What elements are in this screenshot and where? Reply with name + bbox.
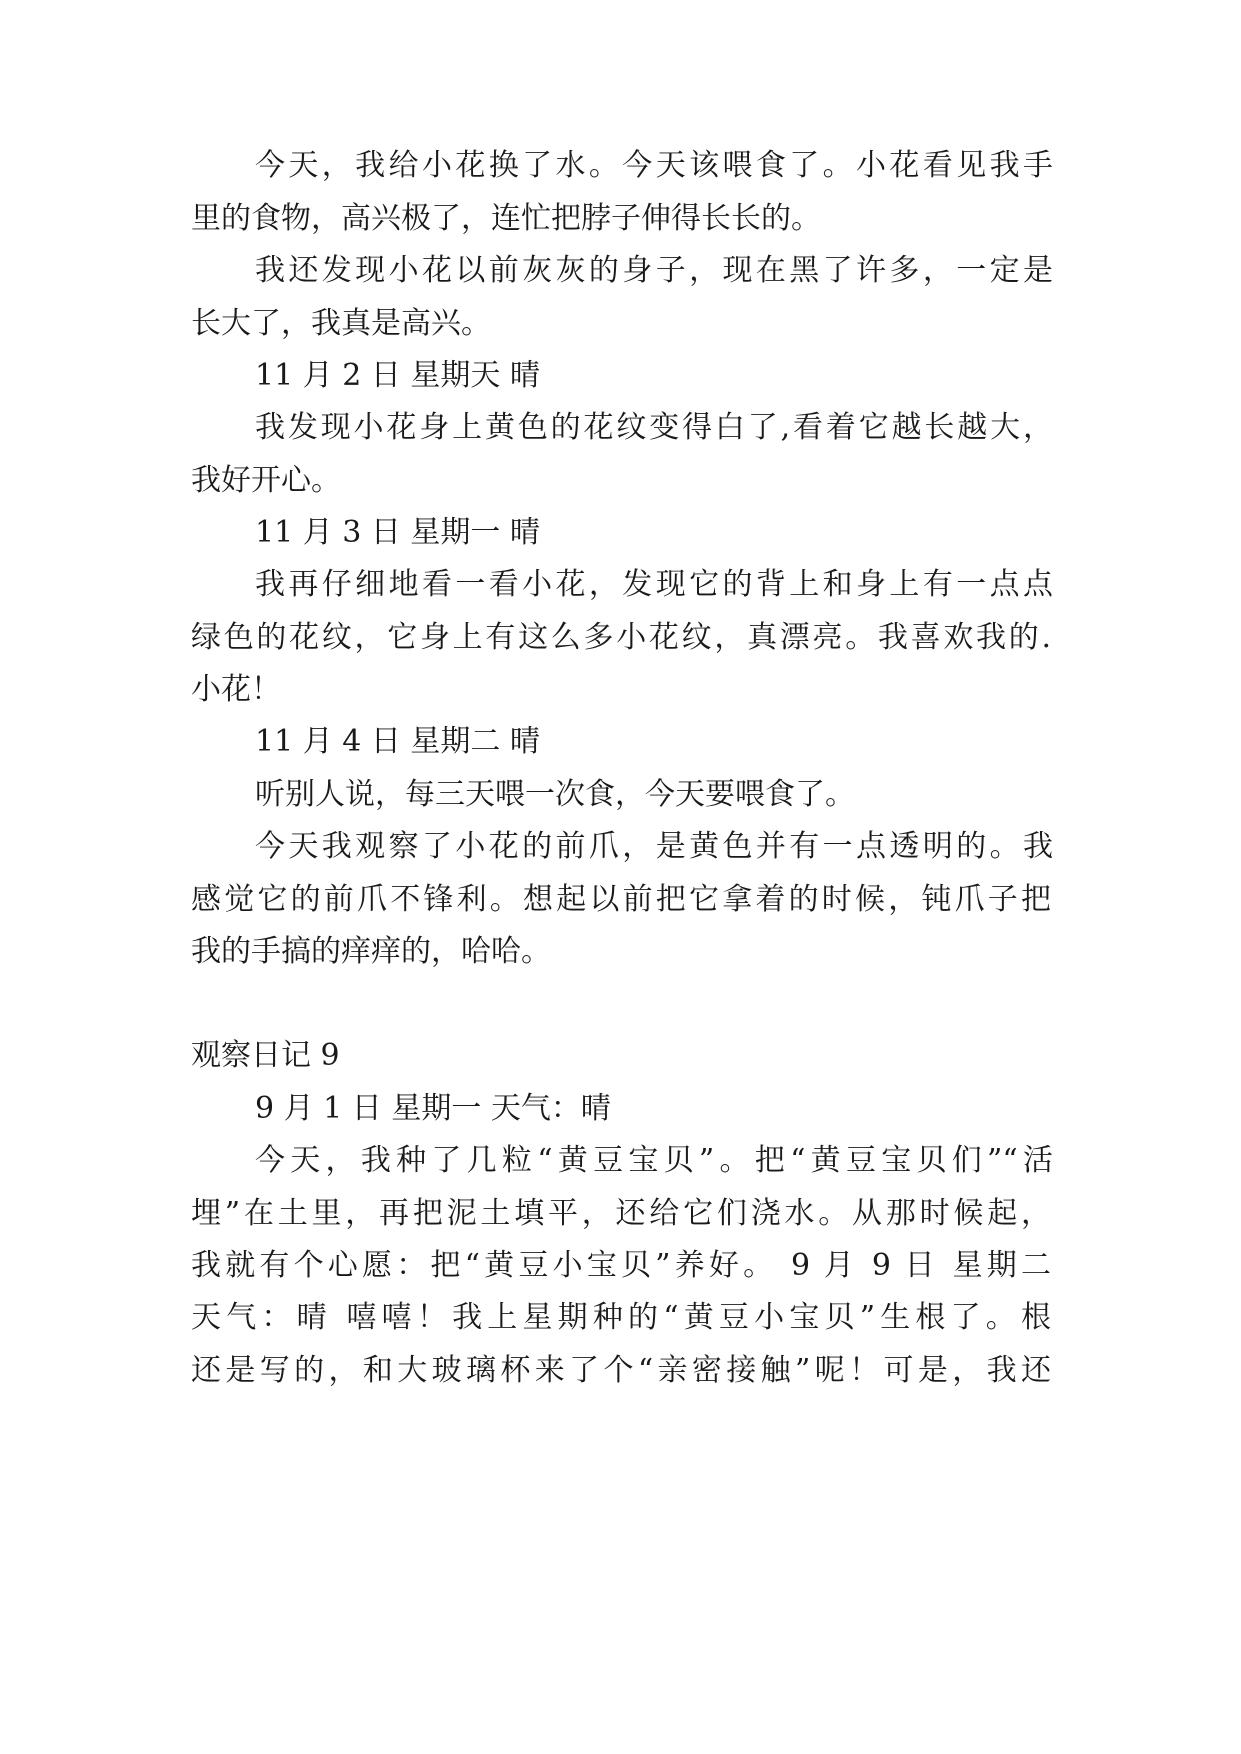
- date-heading: 11 月 2 日 星期天 晴: [255, 358, 540, 393]
- paragraph-line: 我的手搞的痒痒的，哈哈。: [191, 934, 551, 969]
- date-heading: 9 月 1 日 星期一 天气：晴: [255, 1091, 611, 1126]
- paragraph-line: 今天，我给小花换了水。今天该喂食了。小花看见我手: [255, 148, 1053, 183]
- paragraph-line: 我发现小花身上黄色的花纹变得白了,看着它越长越大，: [255, 410, 1053, 445]
- paragraph-line: 今天，我种了几粒“黄豆宝贝”。把“黄豆宝贝们”“活: [255, 1143, 1053, 1178]
- paragraph-line: 我就有个心愿：把“黄豆小宝贝”养好。 9 月 9 日 星期二: [191, 1248, 1051, 1283]
- paragraph-line: 埋”在土里，再把泥土填平，还给它们浇水。从那时候起，: [191, 1196, 1051, 1231]
- paragraph-line: 天气：晴 嘻嘻！我上星期种的“黄豆小宝贝”生根了。根: [191, 1300, 1051, 1335]
- paragraph-line: 小花！: [191, 672, 281, 707]
- paragraph-line: 我好开心。: [191, 463, 341, 498]
- paragraph-line: 今天我观察了小花的前爪，是黄色并有一点透明的。我: [255, 829, 1053, 864]
- date-heading: 11 月 3 日 星期一 晴: [255, 515, 540, 550]
- section-title: 观察日记 9: [191, 1038, 340, 1073]
- paragraph-line: 我还发现小花以前灰灰的身子，现在黑了许多，一定是: [255, 253, 1053, 288]
- paragraph-line: 还是写的，和大玻璃杯来了个“亲密接触”呢！可是，我还: [191, 1353, 1051, 1388]
- paragraph-line: 感觉它的前爪不锋利。想起以前把它拿着的时候，钝爪子把: [191, 882, 1051, 917]
- paragraph-line: 里的食物，高兴极了，连忙把脖子伸得长长的。: [191, 201, 821, 236]
- paragraph-line: 长大了，我真是高兴。: [191, 306, 491, 341]
- date-heading: 11 月 4 日 星期二 晴: [255, 724, 540, 759]
- paragraph-line: 绿色的花纹，它身上有这么多小花纹，真漂亮。我喜欢我的.: [191, 620, 1051, 655]
- paragraph-line: 听别人说，每三天喂一次食，今天要喂食了。: [255, 777, 855, 812]
- paragraph-line: 我再仔细地看一看小花，发现它的背上和身上有一点点: [255, 567, 1053, 602]
